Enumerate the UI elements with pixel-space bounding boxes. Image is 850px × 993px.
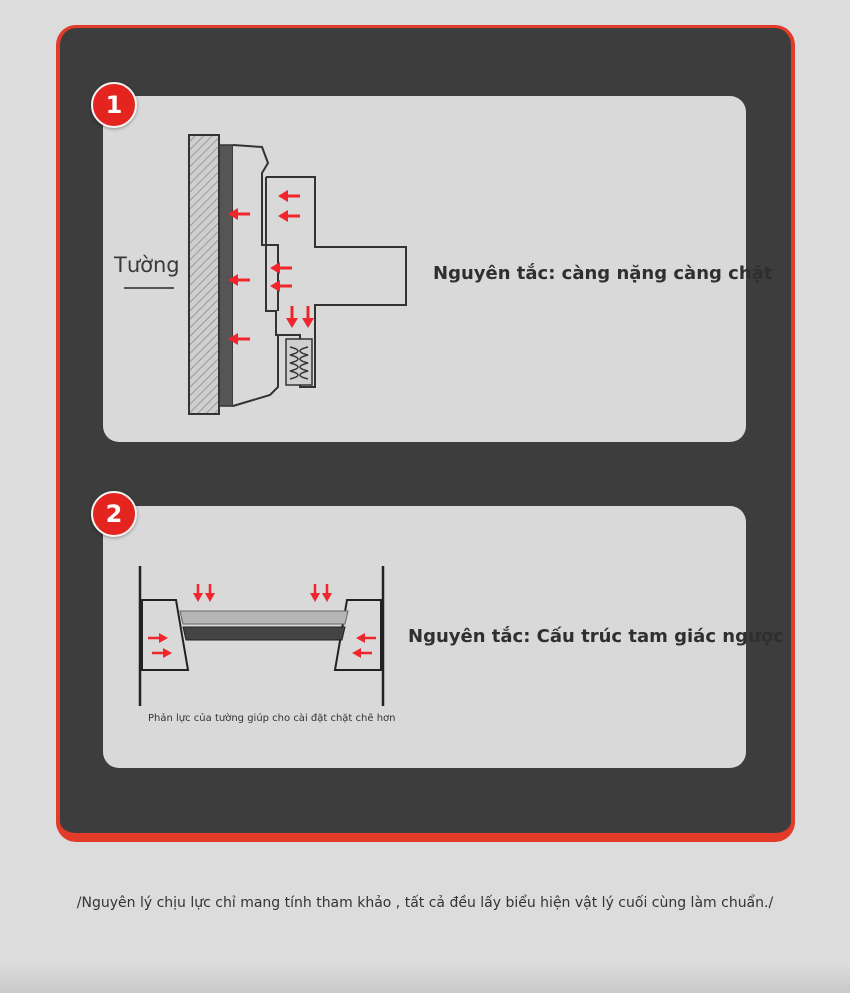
down-arrow-icon [310,584,320,602]
principle-text-2: Nguyên tắc: Cấu trúc tam giác ngược [408,626,784,647]
down-arrow-icon [205,584,215,602]
step-number-badge-2: 2 [91,491,137,537]
shelf-base [183,627,345,640]
reaction-force-caption: Phản lực của tường giúp cho cài đặt chặt chẽ hơn [148,713,396,724]
wall-label: Tường [114,253,180,277]
down-arrow-icon [193,584,203,602]
inverted-triangle-diagram [130,560,400,710]
down-arrow-icon [322,584,332,602]
rubber-pad [219,145,233,406]
spring-housing [286,339,312,385]
weight-tightening-diagram [180,125,420,425]
page-bottom-shade [0,963,850,993]
shelf-top [180,611,348,624]
principle-text-1: Nguyên tắc: càng nặng càng chặt [433,263,773,284]
disclaimer-footnote: /Nguyên lý chịu lực chỉ mang tính tham khảo , tất cả đều lấy biểu hiện vật lý cuối cùng làm chuẩn./ [76,895,774,911]
wall-section [189,135,219,414]
step-number-badge-1: 1 [91,82,137,128]
wall-label-underline [124,287,174,289]
